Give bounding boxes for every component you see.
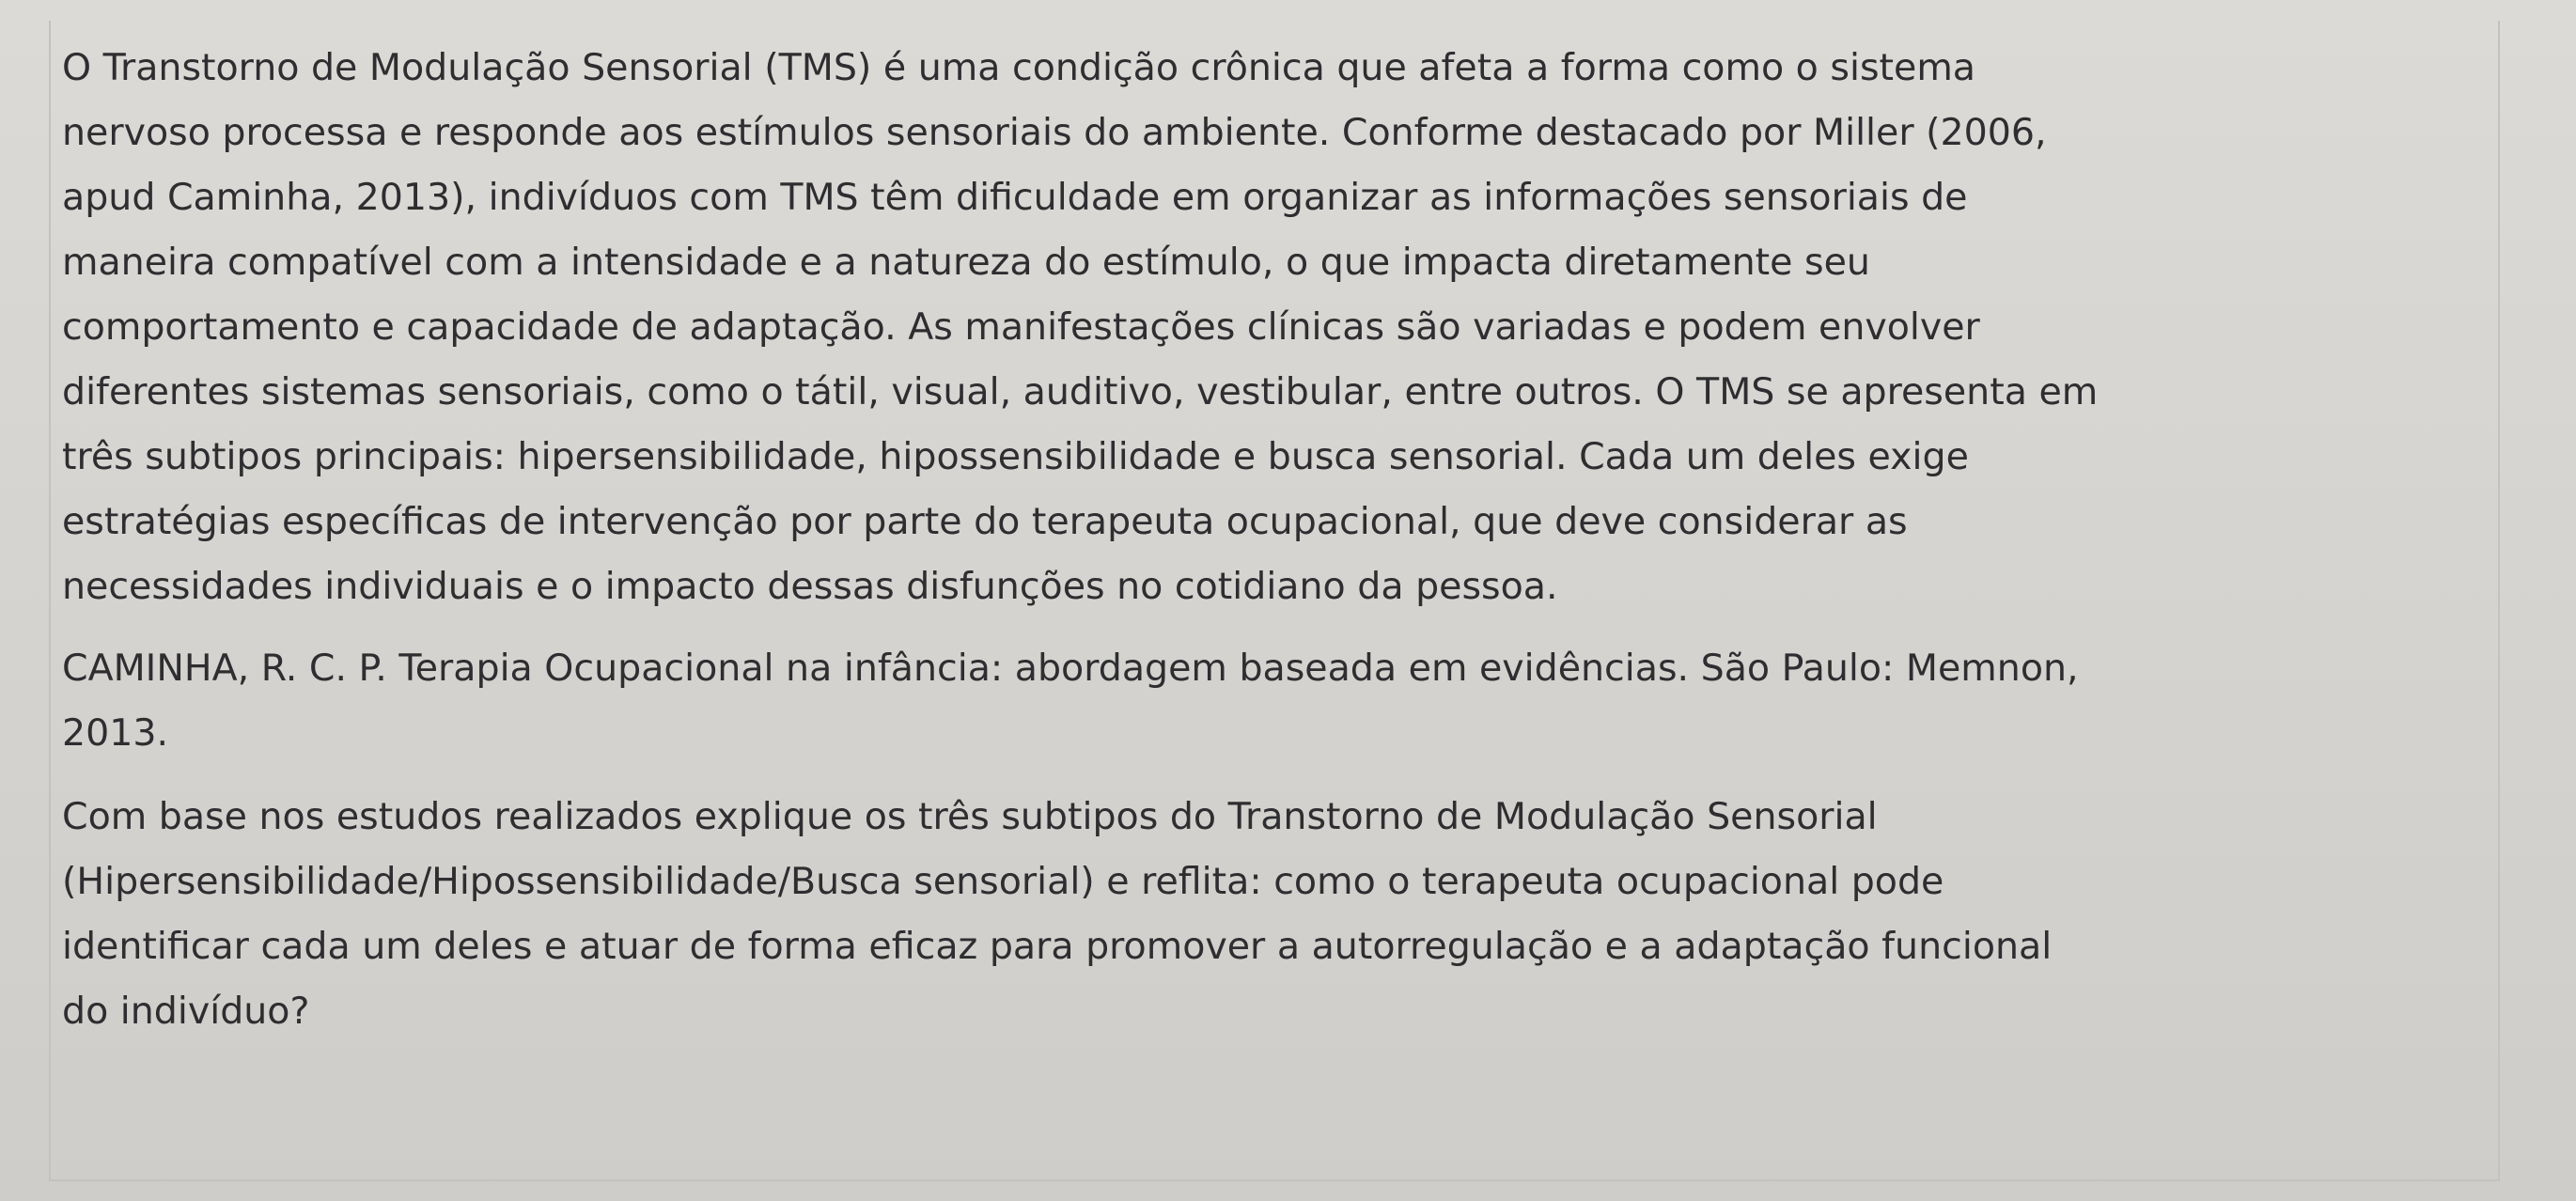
question-line: (Hipersensibilidade/Hipossensibilidade/Busca sensorial) e reflita: como o terapeuta ocupacional pode <box>62 860 1944 903</box>
paragraph-line: maneira compatível com a intensidade e a natureza do estímulo, o que impacta diretamente seu <box>62 241 1870 284</box>
reference-line: 2013. <box>62 711 169 755</box>
paragraph-line: diferentes sistemas sensoriais, como o tátil, visual, auditivo, vestibular, entre outros. O TMS se apresenta em <box>62 370 2099 413</box>
paragraph-line: comportamento e capacidade de adaptação. As manifestações clínicas são variadas e podem envolver <box>62 305 1980 349</box>
paragraph-line: três subtipos principais: hipersensibilidade, hipossensibilidade e busca sensorial. Cada um deles exige <box>62 435 1969 478</box>
question-line: Com base nos estudos realizados explique os três subtipos do Transtorno de Modulação Sensorial <box>62 795 1878 838</box>
question-line: identificar cada um deles e atuar de forma eficaz para promover a autorregulação e a adaptação funcional <box>62 925 2053 968</box>
spacer <box>62 619 2487 636</box>
paragraph-line: apud Caminha, 2013), indivíduos com TMS têm dificuldade em organizar as informações sensoriais de <box>62 176 1968 219</box>
question-line: do indivíduo? <box>62 990 310 1033</box>
intro-paragraph <box>62 36 2487 619</box>
paragraph-line: necessidades individuais e o impacto dessas disfunções no cotidiano da pessoa. <box>62 565 1558 608</box>
bibliographic-reference <box>62 636 2487 766</box>
paragraph-line: estratégias específicas de intervenção por parte do terapeuta ocupacional, que deve considerar as <box>62 500 1908 543</box>
paragraph-line: nervoso processa e responde aos estímulos sensoriais do ambiente. Conforme destacado por Miller (2006, <box>62 111 2047 154</box>
reference-line: CAMINHA, R. C. P. Terapia Ocupacional na infância: abordagem baseada em evidências. São Paulo: Memnon, <box>62 647 2079 690</box>
document-body <box>62 36 2487 1044</box>
paragraph-line: O Transtorno de Modulação Sensorial (TMS) é uma condição crônica que afeta a forma como o sistema <box>62 46 1976 89</box>
question-paragraph <box>62 785 2487 1044</box>
spacer <box>62 766 2487 785</box>
